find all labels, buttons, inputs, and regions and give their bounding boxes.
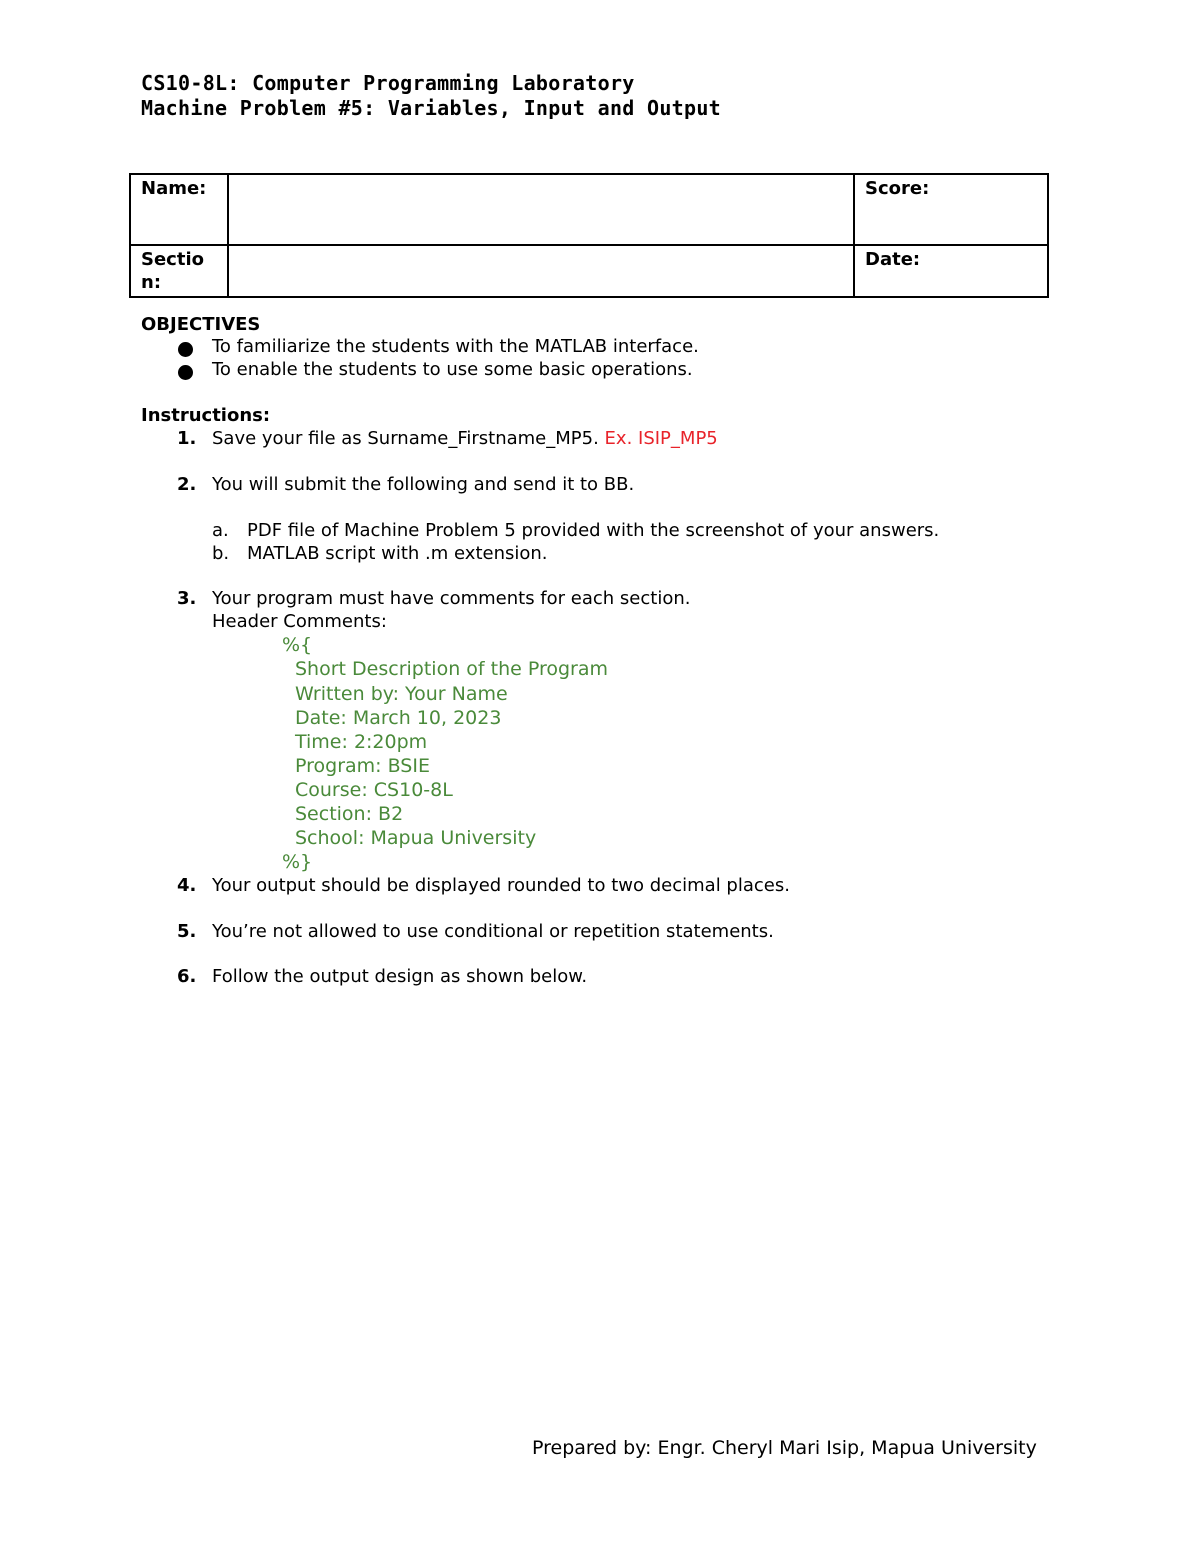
- instruction-item-4: Your output should be displayed rounded to two decimal places.: [212, 875, 790, 896]
- code-line-1: Short Description of the Program: [295, 658, 609, 680]
- code-line-4: Time: 2:20pm: [295, 731, 428, 753]
- instruction-number-5: 5.: [177, 921, 197, 942]
- sub-item-letter-a: a.: [212, 520, 229, 541]
- info-row-section: [130, 245, 1048, 297]
- instruction-item-6: Follow the output design as shown below.: [212, 966, 588, 987]
- sub-item-letter-b: b.: [212, 543, 230, 564]
- instruction-number-4: 4.: [177, 875, 197, 896]
- code-line-8: School: Mapua University: [295, 827, 537, 849]
- instruction-number-1: 1.: [177, 428, 197, 449]
- code-line-5: Program: BSIE: [295, 755, 430, 777]
- code-line-6: Course: CS10-8L: [295, 779, 453, 801]
- sub-item-b: MATLAB script with .m extension.: [247, 543, 548, 564]
- instruction-text-1: Save your file as Surname_Firstname_MP5.: [212, 428, 605, 449]
- name-field[interactable]: [228, 174, 854, 245]
- instructions-heading: Instructions:: [141, 405, 271, 426]
- instruction-number-6: 6.: [177, 966, 197, 987]
- instruction-number-2: 2.: [177, 474, 197, 495]
- code-block-open: %{: [282, 634, 313, 656]
- date-label: Date:: [854, 245, 1048, 297]
- prepared-by-footer: Prepared by: Engr. Cheryl Mari Isip, Mapua University: [532, 1437, 1037, 1459]
- section-label: Section:: [130, 245, 228, 297]
- course-title: CS10-8L: Computer Programming Laboratory: [141, 71, 635, 95]
- instruction-number-3: 3.: [177, 588, 197, 609]
- instruction-item-5: You’re not allowed to use conditional or repetition statements.: [212, 921, 774, 942]
- objectives-heading: OBJECTIVES: [141, 314, 261, 335]
- filename-example: Ex. ISIP_MP5: [604, 428, 718, 449]
- sub-item-a: PDF file of Machine Problem 5 provided with the screenshot of your answers.: [247, 520, 940, 541]
- objective-item-1: To familiarize the students with the MATLAB interface.: [212, 336, 699, 357]
- bullet-icon: [178, 365, 193, 380]
- code-line-7: Section: B2: [295, 803, 404, 825]
- code-line-2: Written by: Your Name: [295, 683, 508, 705]
- section-field[interactable]: [228, 245, 854, 297]
- name-label: Name:: [130, 174, 228, 245]
- header-comments-label: Header Comments:: [212, 611, 387, 632]
- instruction-item-1: [212, 428, 718, 449]
- code-line-3: Date: March 10, 2023: [295, 707, 502, 729]
- bullet-icon: [178, 342, 193, 357]
- student-info-table: [129, 173, 1049, 298]
- problem-title: Machine Problem #5: Variables, Input and Output: [141, 96, 722, 120]
- score-label: Score:: [854, 174, 1048, 245]
- code-block-close: %}: [282, 851, 313, 873]
- instruction-item-2: You will submit the following and send it to BB.: [212, 474, 635, 495]
- instruction-item-3: Your program must have comments for each section.: [212, 588, 691, 609]
- objective-item-2: To enable the students to use some basic operations.: [212, 359, 693, 380]
- info-row-name: [130, 174, 1048, 245]
